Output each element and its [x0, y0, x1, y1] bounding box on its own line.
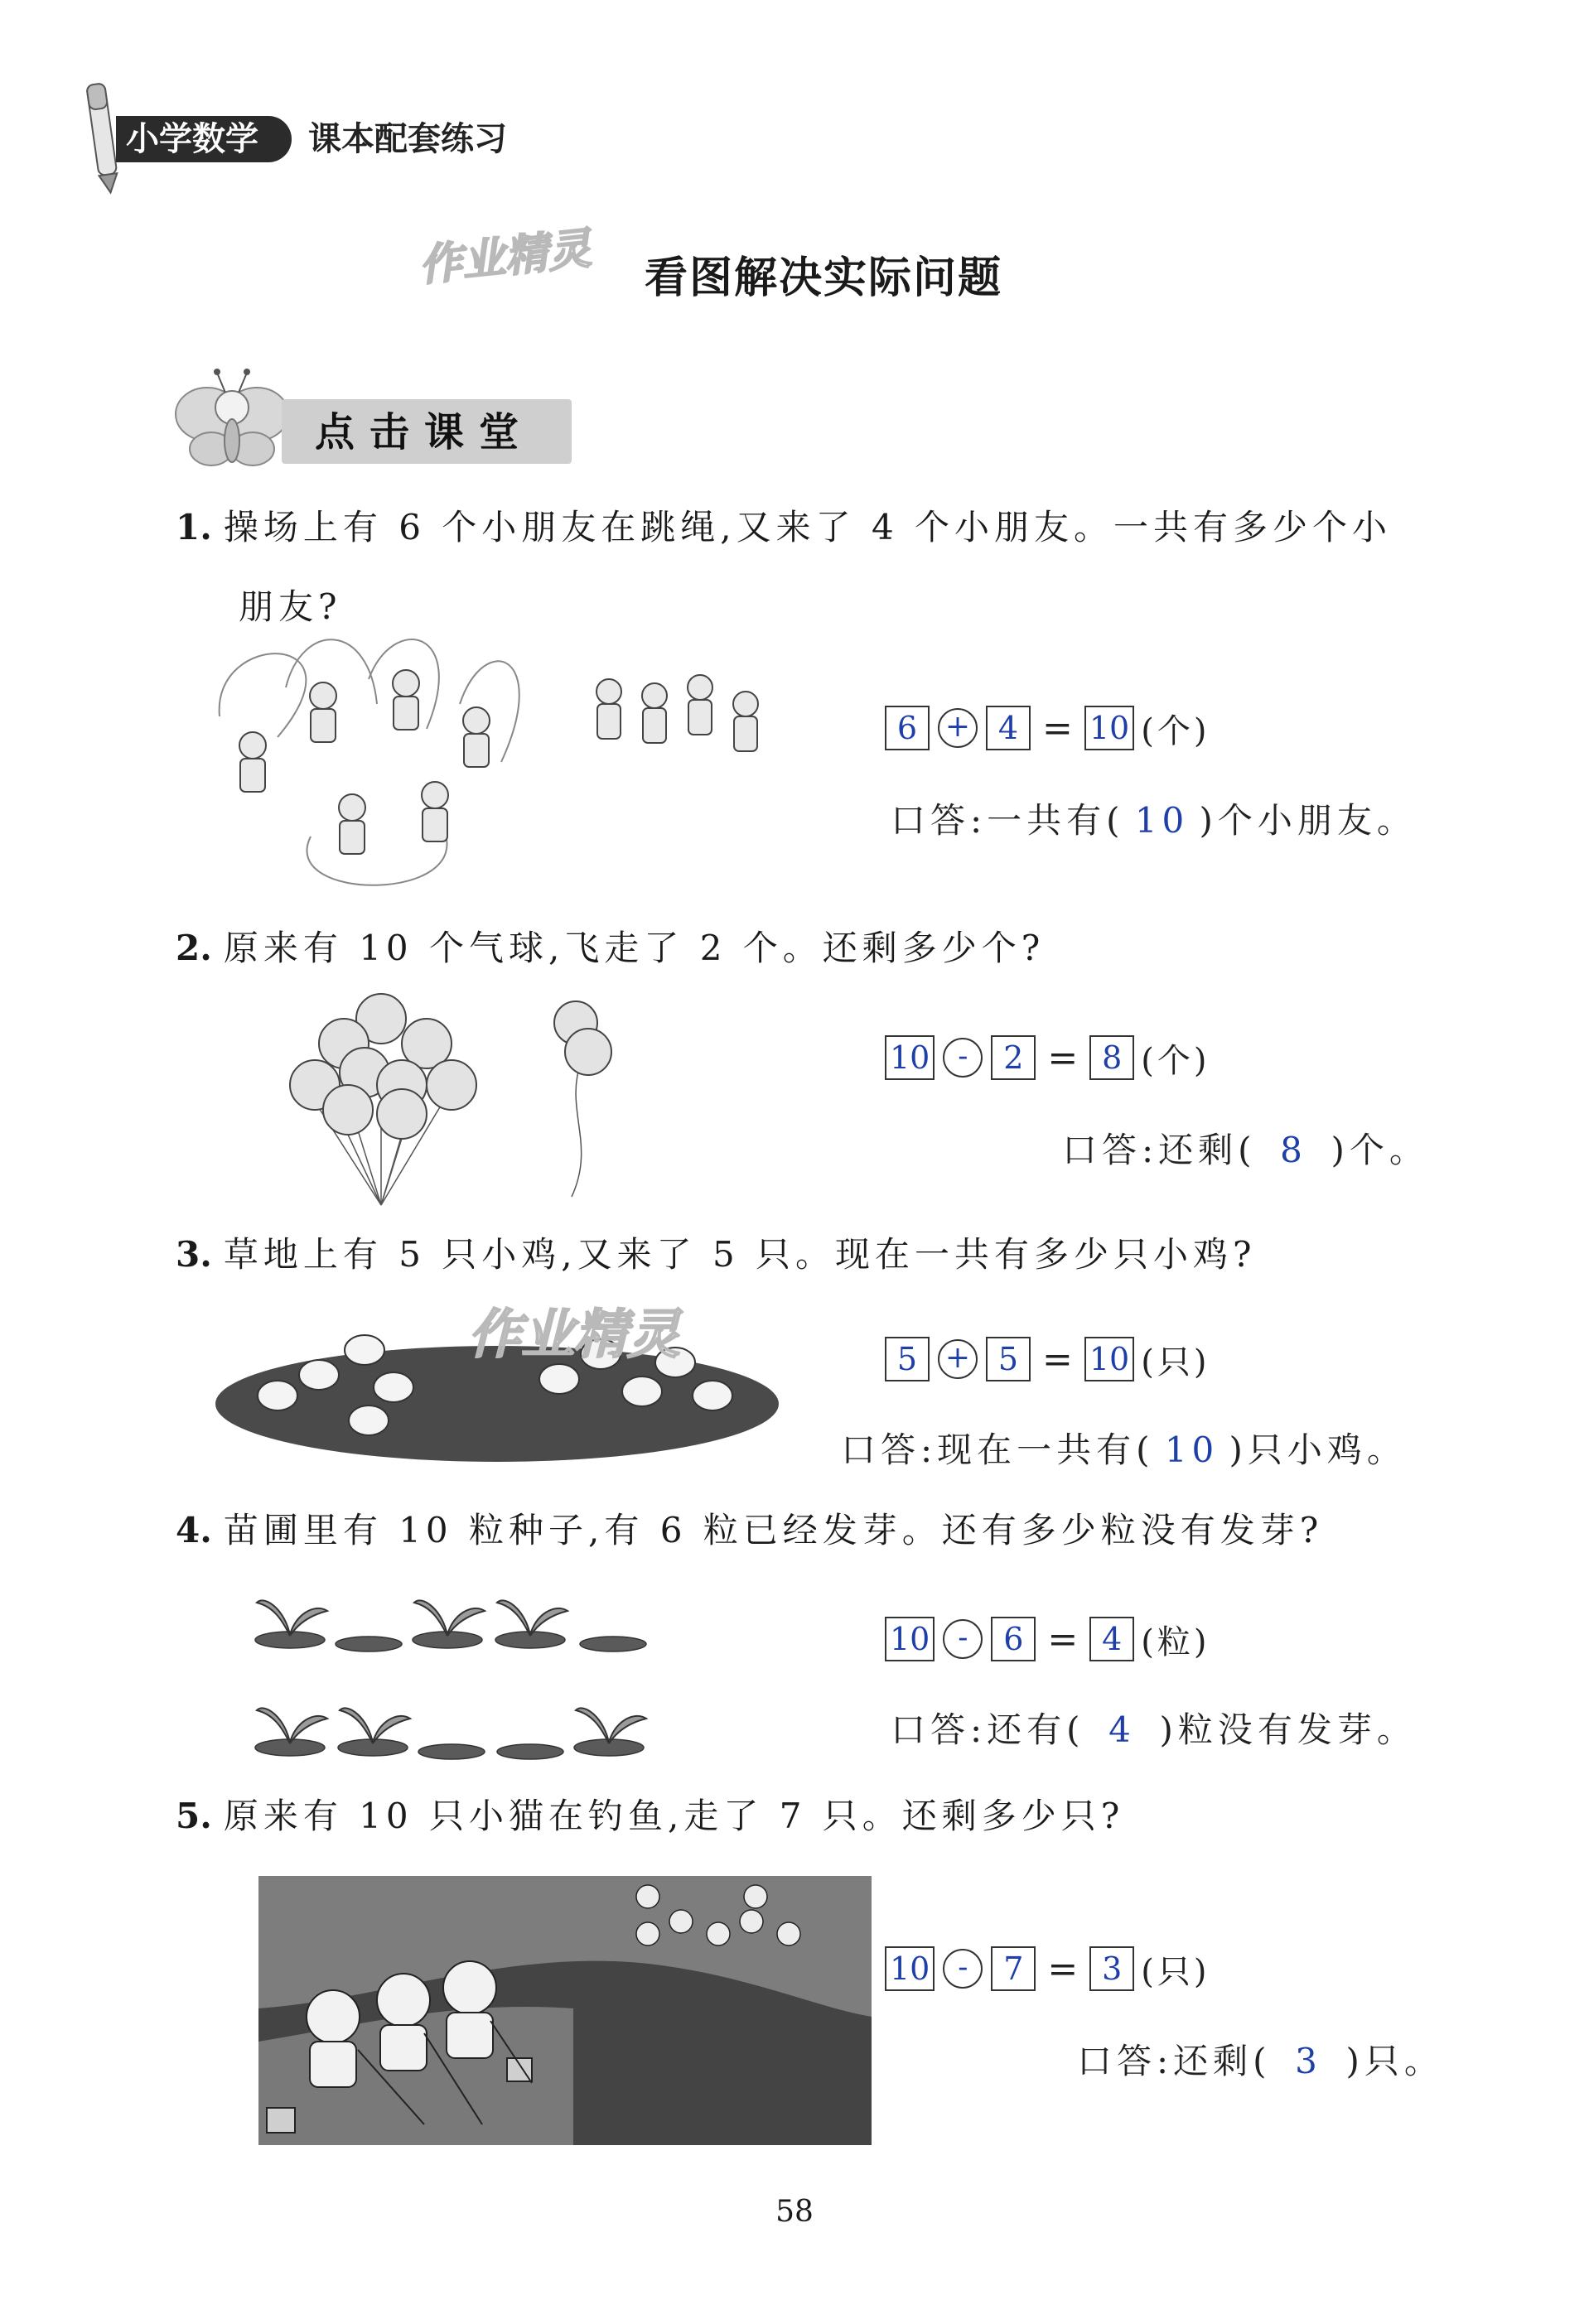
answer-value: 4 [1108, 1709, 1136, 1750]
question-3 [176, 1227, 1257, 1277]
question-number: 1. [176, 507, 212, 547]
question-number: 2. [176, 928, 212, 968]
answer-suffix: )个小朋友。 [1199, 800, 1417, 841]
answer-3 [841, 1423, 1407, 1473]
operator-circle: - [943, 1038, 983, 1078]
page-title: 看图解决实际问题 [644, 253, 1002, 303]
equation-5 [885, 1945, 1210, 1993]
balloons-illustration [265, 994, 679, 1209]
equals-sign: = [1047, 1618, 1079, 1661]
result-box: 10 [1084, 706, 1134, 750]
operand-a-box: 6 [885, 706, 930, 750]
seeds-sprouting-illustration [240, 1578, 704, 1777]
operand-b-box: 4 [986, 706, 1031, 750]
cats-fishing-illustration [258, 1876, 872, 2149]
operator-circle: - [943, 1949, 983, 1989]
unit-label: (只) [1141, 1952, 1210, 1991]
section-title: 点击课堂 [315, 409, 534, 456]
unit-label: (只) [1141, 1343, 1210, 1381]
question-5 [176, 1789, 1124, 1839]
question-2 [176, 921, 1045, 971]
answer-value: 10 [1164, 1430, 1220, 1470]
answer-value: 10 [1134, 800, 1190, 841]
equals-sign: = [1042, 1338, 1073, 1381]
operator-circle: - [943, 1619, 983, 1659]
answer-5 [1077, 2034, 1444, 2084]
equation-1 [885, 704, 1210, 752]
question-text: 草地上有 5 只小鸡,又来了 5 只。现在一共有多少只小鸡? [223, 1234, 1257, 1275]
answer-prefix: 口答:还剩( [1062, 1130, 1257, 1170]
question-4 [176, 1503, 1323, 1553]
watermark-middle: 作业精灵 [468, 1304, 680, 1366]
answer-suffix: )粒没有发芽。 [1159, 1709, 1417, 1750]
butterfly-icon [174, 364, 290, 472]
operand-a-box: 10 [885, 1946, 935, 1991]
page-number: 58 [775, 2195, 814, 2229]
answer-suffix: )只。 [1345, 2041, 1444, 2081]
answer-prefix: 口答:还剩( [1077, 2041, 1272, 2081]
question-text: 操场上有 6 个小朋友在跳绳,又来了 4 个小朋友。一共有多少个小 [223, 507, 1393, 547]
operand-b-box: 7 [991, 1946, 1036, 1991]
operand-b-box: 2 [991, 1035, 1036, 1080]
subject-label: 小学数学 [116, 116, 292, 162]
result-box: 4 [1089, 1617, 1134, 1661]
question-number: 3. [176, 1234, 212, 1275]
operator-circle: + [938, 1339, 978, 1379]
unit-label: (个) [1141, 711, 1210, 750]
operand-a-box: 5 [885, 1337, 930, 1381]
children-jumping-rope-illustration [203, 638, 783, 878]
unit-label: (粒) [1141, 1622, 1210, 1661]
equals-sign: = [1047, 1947, 1079, 1990]
answer-prefix: 口答:还有( [891, 1709, 1085, 1750]
equation-2 [885, 1034, 1210, 1082]
answer-prefix: 口答:一共有( [891, 800, 1125, 841]
operand-b-box: 5 [986, 1337, 1031, 1381]
question-text: 原来有 10 个气球,飞走了 2 个。还剩多少个? [223, 928, 1046, 968]
answer-value: 8 [1280, 1130, 1307, 1170]
answer-4 [891, 1703, 1417, 1753]
answer-prefix: 口答:现在一共有( [841, 1430, 1155, 1470]
question-text: 苗圃里有 10 粒种子,有 6 粒已经发芽。还有多少粒没有发芽? [223, 1510, 1324, 1550]
result-box: 10 [1084, 1337, 1134, 1381]
answer-suffix: )只小鸡。 [1229, 1430, 1407, 1470]
operand-b-box: 6 [991, 1617, 1036, 1661]
operand-a-box: 10 [885, 1617, 935, 1661]
question-1 [176, 500, 1392, 550]
question-number: 5. [176, 1796, 212, 1836]
equation-3 [885, 1335, 1210, 1383]
book-label: 课本配套练习 [308, 120, 507, 158]
answer-1 [891, 793, 1417, 843]
operator-circle: + [938, 708, 978, 748]
watermark-top: 作业精灵 [417, 224, 594, 292]
answer-2 [1062, 1123, 1429, 1173]
unit-label: (个) [1141, 1041, 1210, 1080]
question-1-line2: 朋友? [239, 586, 342, 627]
result-box: 3 [1089, 1946, 1134, 1991]
answer-value: 3 [1295, 2041, 1322, 2081]
equation-4 [885, 1615, 1210, 1663]
question-text: 原来有 10 只小猫在钓鱼,走了 7 只。还剩多少只? [223, 1796, 1125, 1836]
operand-a-box: 10 [885, 1035, 935, 1080]
equals-sign: = [1047, 1036, 1079, 1079]
question-number: 4. [176, 1510, 212, 1550]
equals-sign: = [1042, 706, 1073, 750]
answer-suffix: )个。 [1331, 1130, 1429, 1170]
result-box: 8 [1089, 1035, 1134, 1080]
